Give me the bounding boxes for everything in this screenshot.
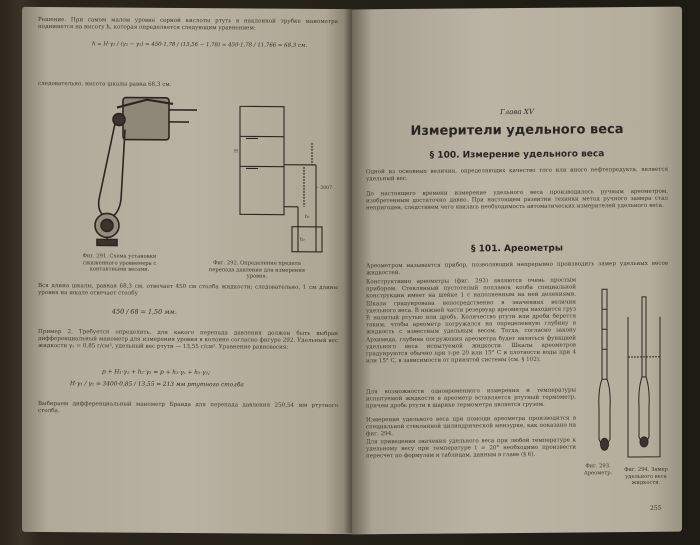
figure-293-hydrometer [592,289,618,459]
figure-292-diagram [212,106,332,262]
formula-equilibrium: p + H₁·γ₁ + h₂·γ₂ = p + h₁·γₓ + h₂·γ₂; [102,369,210,377]
label-h2: h₂ [300,237,305,243]
section-101-heading: § 101. Ареометры [471,243,563,255]
figure-291-diagram [77,89,207,250]
section-101-para-4: Измерение удельного веса при помощи ареометра производится в специальной стеклянной цилиндрической мензурке, как показано на фиг. 294. [366,415,576,438]
section-101-para-3: Для возможности одновременного измерения и температуры испытуемой жидкости в ареометр вставляется ртутный термометр, причем дробь ртути в шарике термометра является грузом. [366,387,576,410]
example-paragraph: Пример 2. Требуется определить, для какого перепада давления должен быть выбран дифференциальный манометр для измерения уровня в колонне согласно фигуре 292. Удельный вес жидкости γₓ = 0,85 г/см³, удельный вес ртути — 13,55 г/см³. Уравнение равновесия: [38,328,338,352]
section-101-para-2: Конструктивно ареометры (фиг. 293) являются очень простым прибором. Стеклянный пустотелый поплавок колба специальной конструкции имеет на шейке 1 с наполненным на ней делениями. Шкала градуирована непосредственно в значениях величин удельного веса. В нижней части резервуар ареометра находится груз P, налитый ртутью или дробь. Количество ртути или дроби берется таким, чтобы ареометр погружался на определенную глубину в жидкость с известным удельным весом. Тогда, согласно закону Архимеда, глубина погружения ареометра будет являться функцией удельного веса испытуемой жидкости. Шкалы ареометров градуируются обычно при т-ре 20 или 15° С и плотности воды при 4 или 15° С, в зависимости от принятой системы (см. § 102). [366,277,576,365]
chapter-label: Глава XV [500,107,534,117]
column-shape [240,106,284,214]
page-number: 255 [650,504,662,512]
formula-ratio: 450 / 68 = 1,50 мм. [112,307,177,316]
section-101-para-1: Ареометром называется прибор, позволяющий непрерывно производить замер удельных весов жидкостей. [366,260,668,277]
section-100-para-1: Одной из основных величин, определяющих качество того или иного нефтепродукта, является удельный вес. [366,166,668,183]
tube-shape [99,123,115,217]
fig-292-caption: Фиг. 292. Определение предела перепада давления для измерения уровня. [208,260,306,280]
label-H: H [234,149,239,155]
section-100-para-2: До настоящего времени измерение удельного веса производилось ручным ареометром, изобретенным достаточно давно. При настоящем развитии техники метод ручного замера стал непригоден, следствием чего явилась необходимость автоматических измерителей удельного веса. [366,188,668,212]
dim-label: ~ 3007 [315,185,333,192]
final-paragraph: Выбираем дифференциальный манометр Бранда для перепада давления 250,54 мм ртутного столба. [38,400,338,415]
fig-293-caption: Фиг. 293. Ареометр. [583,463,613,476]
solution-paragraph: Решение. При самом малом уровне серной кислоты ртуть в наклонной трубке манометра поднимется на высоту h, которая определяется следующим уравнением: [38,16,338,32]
right-page [352,7,682,535]
formula-height: h = H·γ₁ / (γ₂ − γ₁) = 450·1,78 / (13,56 − 1,78) = 450·1,78 / 11,766 = 68,3 см. [92,41,308,49]
scale-paragraph: Вся длина шкалы, равная 68,3 см, отвечает 450 см столба жидкости; следовательно, 1 см длины уровня на шкале отвечает столбу [38,282,338,297]
formula-result: H·γ₁ / γ₂ = 3400·0,85 / 13,55 = 213 мм ртутного столба [70,381,244,389]
label-h1: h₁ [305,214,310,220]
fig-294-caption: Фиг. 294. Замер удельного веса жидкости. [624,466,668,486]
fig-291-caption: Фиг. 291. Схема установки сжиженного уровнемера с контактными весами. [82,253,157,273]
section-100-heading: § 100. Измерение удельного веса [429,149,605,161]
section-101-para-5: Для приведения значения удельного веса при любой температуре к удельному весу при температуре t = 20° необходимо произвести пересчет по формулам и таблицам, данным в главе (§ 6). [366,437,576,460]
figure-294-cylinder [624,297,664,462]
scale-height-line: следовательно, высота шкалы равна 68,3 см. [38,80,172,88]
chapter-title: Измерители удельного веса [410,122,624,139]
left-page [22,7,352,534]
